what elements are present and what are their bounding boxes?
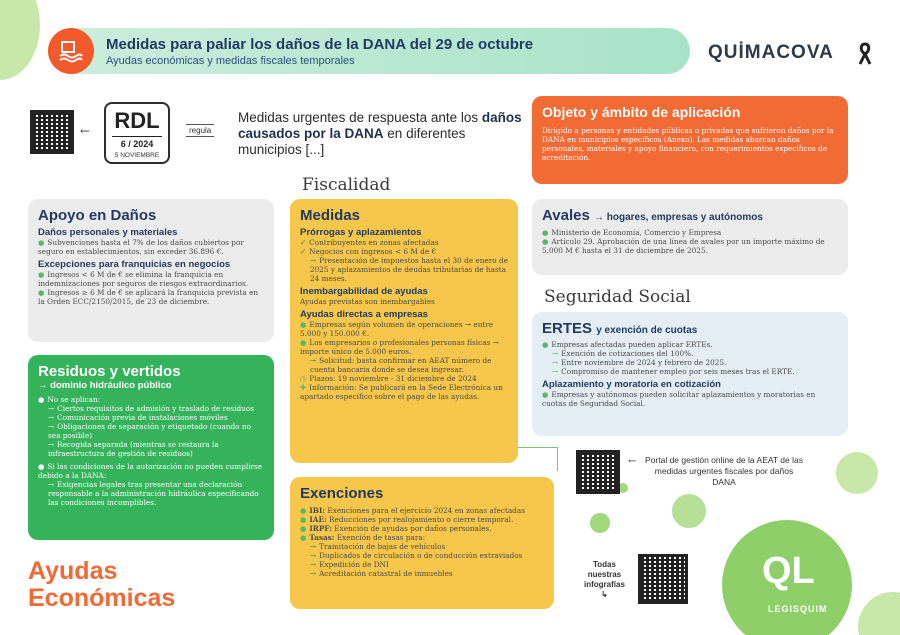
clock-icon: ◷ bbox=[300, 374, 307, 383]
list-item: ● Empresas afectadas pueden aplicar ERTEs. bbox=[542, 340, 713, 349]
brand-logo: QUİMACOVA bbox=[708, 42, 834, 63]
arrow-icon: → bbox=[48, 422, 55, 431]
list-item: → Expedición de DNI bbox=[310, 560, 389, 569]
section-seguridad-social: Seguridad Social bbox=[544, 287, 691, 307]
bullet-icon: ● bbox=[542, 390, 549, 399]
list-item: → Exigencias legales tras presentar una declaración responsable a la administración hidráulica especificando las condiciones incumplibles. bbox=[48, 480, 259, 507]
ertes-card bbox=[532, 312, 848, 436]
list-item: → Comunicación previa de instalaciones móviles bbox=[48, 413, 228, 422]
arrow-icon: → bbox=[552, 358, 559, 367]
check-icon: ✓ bbox=[300, 247, 307, 256]
exenciones-title: Exenciones bbox=[300, 485, 384, 502]
list-item: → Duplicados de circulación o de conducción extraviados bbox=[310, 551, 523, 560]
bullet-icon: ● bbox=[300, 515, 307, 524]
list-item: ● IRPF: Exención de ayudas por daños personales. bbox=[300, 524, 492, 533]
header-icon bbox=[48, 28, 94, 74]
avales-card bbox=[532, 199, 848, 275]
bullet-icon: ● bbox=[300, 338, 307, 347]
list-item: ✓ Contribuyentes en zonas afectadas bbox=[300, 238, 439, 247]
exenciones-card bbox=[290, 477, 554, 609]
list-item: → Acreditación catastral de inmuebles bbox=[310, 569, 453, 578]
bullet-icon: ● bbox=[542, 228, 549, 237]
page-subtitle: Ayudas económicas y medidas fiscales temporales bbox=[106, 55, 355, 67]
bullet-icon: ● bbox=[300, 506, 307, 515]
list-item: → Entre noviembre de 2024 y febrero de 2025. bbox=[552, 358, 727, 367]
arrow-icon: → bbox=[310, 569, 317, 578]
objeto-title: Objeto y ámbito de aplicación bbox=[542, 104, 741, 120]
arrow-icon: → bbox=[310, 542, 317, 551]
arrow-icon: → bbox=[552, 349, 559, 358]
arrow-icon: → bbox=[48, 440, 55, 449]
list-item: → Solicitud: basta confirmar en AEAT número de cuenta bancaria donde se desea ingresar. bbox=[310, 356, 492, 374]
bullet-icon: ● bbox=[38, 462, 45, 471]
medidas-sub1: Prórrogas y aplazamientos bbox=[300, 227, 422, 238]
arrow-icon: → bbox=[310, 256, 317, 265]
bullet-icon: ● bbox=[38, 288, 45, 297]
medidas-sub3: Ayudas directas a empresas bbox=[300, 309, 428, 320]
objeto-card bbox=[532, 96, 848, 184]
medidas-sub2: Inembargabilidad de ayudas bbox=[300, 286, 428, 297]
list-item: ● Ingresos < 6 M de € se elimina la franquicia en indemnizaciones por seguros de riesgos extraordinarios. bbox=[38, 270, 249, 288]
apoyo-card bbox=[28, 199, 274, 342]
connector-line bbox=[518, 447, 558, 448]
avales-title: Avales → hogares, empresas y autónomos bbox=[542, 207, 763, 224]
arrow-left-icon: ← bbox=[80, 124, 91, 138]
ribbon-icon bbox=[858, 42, 872, 66]
list-item: ◷ Plazos: 19 noviembre - 31 diciembre de 2024 bbox=[300, 374, 477, 383]
list-item: → Exención de cotizaciones del 100%. bbox=[552, 349, 694, 358]
bullet-icon: ● bbox=[542, 340, 549, 349]
ertes-title: ERTES y exención de cuotas bbox=[542, 320, 698, 337]
arrow-icon: → bbox=[552, 367, 559, 376]
residuos-card bbox=[28, 355, 274, 540]
apoyo-title: Apoyo en Daños bbox=[38, 207, 157, 224]
aeat-portal-text: Portal de gestión online de la AEAT de las medidas urgentes fiscales por daños DANA bbox=[645, 455, 803, 487]
rdl-number: 6 / 2024 bbox=[112, 136, 162, 149]
bullet-icon: ● bbox=[300, 533, 307, 542]
medidas-inemb: Ayudas previstas son inembargables bbox=[300, 297, 435, 306]
qr-code-aeat[interactable] bbox=[576, 450, 620, 494]
residuos-subtitle: → dominio hidráulico público bbox=[38, 380, 172, 391]
rdl-label: RDL bbox=[114, 108, 160, 133]
qr-code-infografias[interactable] bbox=[638, 554, 688, 604]
bullet-icon: ● bbox=[38, 238, 45, 247]
list-item: ● IAE: Reducciones por realojamiento o cierre temporal. bbox=[300, 515, 514, 524]
list-item: ● Artículo 29. Aprobación de una línea de avales por un importe máximo de 5.000 M € hasta el 31 de diciembre de 2025. bbox=[542, 237, 825, 255]
list-item: ● Ingresos ≥ 6 M de € se aplicará la franquicia prevista en la Orden ECC/2150/2015, de 23 de diciembre. bbox=[38, 288, 259, 306]
arrow-icon: → bbox=[48, 404, 55, 413]
list-item: ● Si las condiciones de la autorización no pueden cumplirse debido a la DANA: bbox=[38, 462, 263, 480]
arrow-down-right-icon: ↳ bbox=[601, 590, 608, 599]
apoyo-sub2: Excepciones para franquicias en negocios bbox=[38, 259, 231, 270]
list-item: ✚ Información: Se publicará en la Sede Electrónica un apartado específico sobre el pago de las ayudas. bbox=[300, 383, 503, 401]
list-item: → Presentación de impuestos hasta el 30 de enero de 2025 y aplazamientos de deudas tributarias de hasta 24 meses. bbox=[310, 256, 508, 283]
section-fiscalidad: Fiscalidad bbox=[302, 175, 391, 195]
residuos-title: Residuos y vertidos bbox=[38, 363, 181, 380]
bullet-icon: ● bbox=[542, 237, 549, 246]
decor-circle-topleft bbox=[0, 0, 40, 80]
bullet-icon: ● bbox=[300, 320, 307, 329]
connector-line bbox=[557, 447, 558, 471]
check-icon: ✓ bbox=[300, 238, 307, 247]
list-item: ● Ministerio de Economía, Comercio y Empresa bbox=[542, 228, 722, 237]
arrow-left-icon: ← bbox=[628, 456, 637, 467]
medidas-card bbox=[290, 199, 518, 463]
regula-label: regula bbox=[186, 124, 214, 137]
rdl-description: Medidas urgentes de respuesta ante los daños causados por la DANA en diferentes municipios [...] bbox=[238, 110, 522, 157]
plus-icon: ✚ bbox=[300, 383, 307, 392]
decor-circle-bottomright bbox=[858, 592, 900, 635]
ertes-sub2: Aplazamiento y moratoria en cotización bbox=[542, 379, 721, 390]
bullet-icon: ● bbox=[38, 270, 45, 279]
arrow-icon: → bbox=[310, 356, 317, 365]
apoyo-sub1: Daños personales y materiales bbox=[38, 227, 178, 238]
decor-circle-right bbox=[836, 452, 878, 494]
flood-house-icon bbox=[58, 38, 84, 64]
medidas-title: Medidas bbox=[300, 207, 361, 224]
bullet-icon: ● bbox=[300, 524, 307, 533]
decor-circle-mid bbox=[672, 494, 706, 528]
list-item: ● Subvenciones hasta el 7% de los daños cubiertos por seguro en establecimientos, sin exceder 36.896 €. bbox=[38, 238, 244, 256]
list-item: → Ciertos requisitos de admisión y traslado de residuos bbox=[48, 404, 255, 413]
objeto-text: Dirigido a personas y entidades públicas o privadas que sufrieron daños por la DANA en municipios específicos (Anexo). Las medidas abarcan daños personales, materiales y apoyo financiero, con requerimientos específicos de acreditación. bbox=[542, 126, 834, 162]
ayudas-economicas-title: Ayudas Económicas bbox=[28, 557, 176, 612]
list-item: → Obligaciones de separación y etiquetado (cuando no sea posible) bbox=[48, 422, 251, 440]
qr-code-rdl[interactable] bbox=[30, 110, 74, 154]
list-item: ● IBI: Exenciones para el ejercicio 2024 en zonas afectadas bbox=[300, 506, 525, 515]
legisquim-logo: LEGISQUIM bbox=[768, 604, 828, 614]
decor-circle-small bbox=[590, 513, 610, 533]
rdl-date: 5 NOVIEMBRE bbox=[114, 152, 160, 159]
list-item: → Tramitación de bajas de vehículos bbox=[310, 542, 446, 551]
list-item: ● Los empresarios o profesionales personas físicas → importe único de 5.000 euros. bbox=[300, 338, 499, 356]
todas-infografias: Todas nuestras infografías ↳ bbox=[584, 560, 625, 599]
arrow-icon: → bbox=[310, 551, 317, 560]
list-item: ● Tasas: Exención de tasas para: bbox=[300, 533, 426, 542]
list-item: ● Empresas y autónomos pueden solicitar aplazamientos y moratorias en cuotas de Seguridad Social. bbox=[542, 390, 816, 408]
list-item: ● Empresas según volumen de operaciones → entre 5.000 y 150.000 €. bbox=[300, 320, 494, 338]
arrow-icon: → bbox=[310, 560, 317, 569]
list-item: → Compromiso de mantener empleo por seis meses tras el ERTE. bbox=[552, 367, 795, 376]
arrow-icon: → bbox=[48, 413, 55, 422]
bullet-icon: ● bbox=[38, 395, 45, 404]
arrow-icon: → bbox=[48, 480, 55, 489]
list-item: ● No se aplican: bbox=[38, 395, 101, 404]
list-item: → Recogida separada (mientras se restaura la infraestructura de gestión de residuos) bbox=[48, 440, 219, 458]
legisquim-mark: QL bbox=[762, 550, 815, 592]
page-title: Medidas para paliar los daños de la DANA del 29 de octubre bbox=[106, 36, 534, 53]
list-item: ✓ Negocios con ingresos < 6 M de € bbox=[300, 247, 437, 256]
